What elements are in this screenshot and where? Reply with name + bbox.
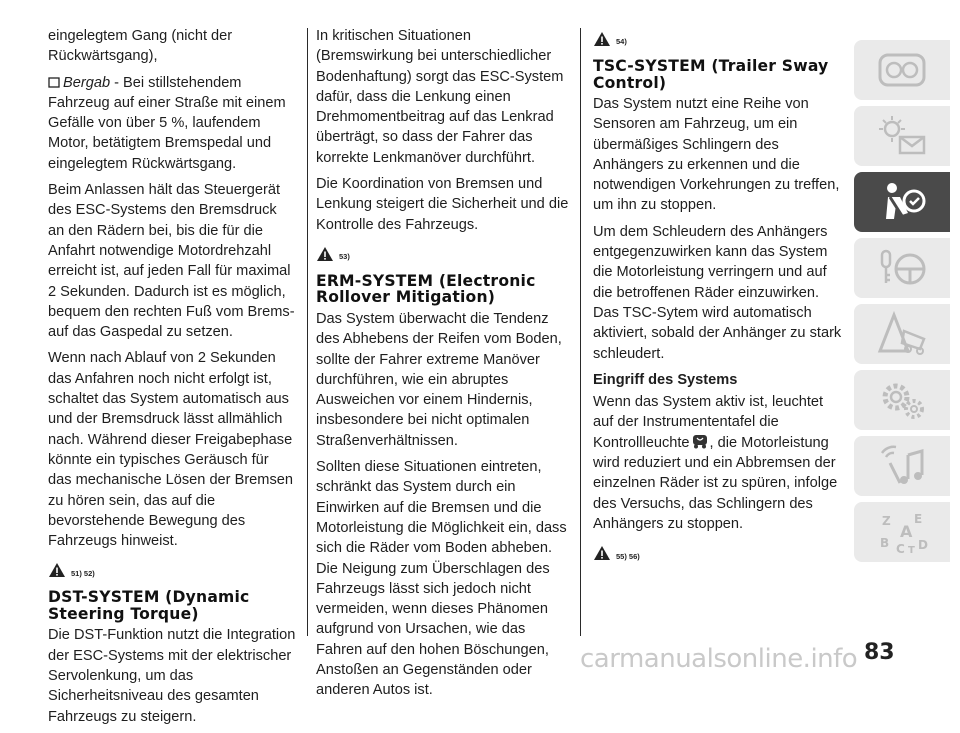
warning-triangle-icon bbox=[316, 246, 334, 262]
maintenance-gears-icon bbox=[874, 377, 930, 423]
paragraph-eingriff bbox=[593, 392, 843, 534]
text-column-2 bbox=[316, 26, 572, 707]
svg-text:T: T bbox=[908, 545, 915, 555]
bergab-text: - Bei stillstehendem Fahrzeug auf einer Straße mit einem Gefälle von über 5 %, laufendem Motor, betätigtem Bremspedal und eingelegtem Rückwärtsgang. bbox=[48, 74, 286, 172]
column-divider bbox=[307, 28, 308, 636]
breakdown-warning-icon bbox=[874, 311, 930, 357]
text-column-1 bbox=[48, 26, 296, 733]
svg-text:C: C bbox=[896, 542, 905, 555]
heading-erm: ERM-SYSTEM (Electronic Rollover Mitigation) bbox=[316, 271, 536, 307]
tab-maintenance[interactable] bbox=[854, 370, 950, 430]
paragraph: Das System überwacht die Tendenz des Abhebens der Reifen vom Boden, sollte der Fahrer extreme Manöver durchführen, wie ein abruptes Ausweichen vor einem Hindernis, insbesondere bei nicht optimalen Straßenverhältnissen. bbox=[316, 310, 562, 449]
warning-refs: 54) bbox=[616, 37, 627, 47]
paragraph: Das System nutzt eine Reihe von Sensoren am Fahrzeug, um ein übermäßiges Schlingern des Anhängers zu erkennen und die notwendigen Vorkehrungen zu treffen, um ihn zu stoppen. bbox=[593, 96, 840, 214]
bergab-label: Bergab bbox=[63, 74, 111, 91]
warning-refs: 51) 52) bbox=[71, 568, 95, 578]
paragraph: Sollten diese Situationen eintreten, schränkt das System durch ein Einwirken auf die Bremsen und die Motorleistung die Möglichkeit ein, dass sich die Räder vom Boden abheben. Die Neigung zum Überschlagen des Fahrzeugs lässt sich jedoch nicht vermeiden, wenn dieses Phänomen aufgrund von Ursachen, wie das Fahren auf den hohen Böschungen, Anstoßen an Gegenständen oder anderen Autos ist. bbox=[316, 459, 567, 699]
multimedia-icon bbox=[874, 443, 930, 489]
heading-eingriff: Eingriff des Systems bbox=[593, 371, 738, 388]
heading-dst: DST-SYSTEM (Dynamic Steering Torque) bbox=[48, 588, 250, 623]
svg-text:A: A bbox=[900, 522, 913, 541]
watermark: carmanualsonline.info bbox=[580, 644, 858, 674]
bullet-square-icon bbox=[48, 76, 61, 89]
tab-safety[interactable] bbox=[854, 172, 950, 232]
paragraph: eingelegtem Gang (nicht der Rückwärtsgang), bbox=[48, 28, 233, 65]
paragraph-part: , die Motorleistung wird reduziert und ein Abbremsen der einzelnen Räder ist zu spüren, infolge des Versuchs, das Schlingern des Anhängers zu stoppen. bbox=[593, 434, 838, 532]
heading-tsc: TSC-SYSTEM (Trailer Sway Control) bbox=[593, 57, 829, 92]
tab-dashboard[interactable] bbox=[854, 40, 950, 100]
paragraph: Wenn nach Ablauf von 2 Sekunden das Anfahren noch nicht erfolgt ist, schaltet das System automatisch aus und der Bremsdruck lässt allmählich nach. Während dieser Freigabephase könnte ein typisches Geräusch für das mechanische Lösen der Bremsen zu hören sein, das auf die bevorstehende Bewegung des Fahrzeugs hinweist. bbox=[48, 350, 293, 550]
tab-emergency[interactable] bbox=[854, 304, 950, 364]
key-steering-wheel-icon bbox=[874, 245, 930, 291]
warning-triangle-icon bbox=[593, 31, 611, 47]
tab-warning-lights[interactable] bbox=[854, 106, 950, 166]
warning-reference bbox=[316, 241, 572, 267]
warning-reference bbox=[593, 26, 843, 52]
safety-seatbelt-icon bbox=[874, 179, 930, 225]
svg-text:Z: Z bbox=[882, 514, 891, 528]
paragraph-bergab bbox=[48, 73, 296, 174]
warning-refs: 55) 56) bbox=[616, 551, 640, 561]
paragraph: Um dem Schleudern des Anhängers entgegenzuwirken kann das System die Motorleistung verringern und auf die betroffenen Räder einzuwirken. Das TSC-Sytem wird automatisch aktiviert, sobald der Anhänger zu stark schleudert. bbox=[593, 223, 842, 362]
warning-triangle-icon bbox=[593, 545, 611, 561]
tsc-warning-light-icon bbox=[692, 434, 708, 449]
warning-triangle-icon bbox=[48, 562, 66, 578]
svg-text:B: B bbox=[880, 536, 890, 550]
index-letters-icon bbox=[874, 509, 930, 555]
tab-index[interactable] bbox=[854, 502, 950, 562]
paragraph-part: Wenn das System aktiv ist, leuchtet auf der Instrumententafel die Kontrollleuchte bbox=[593, 394, 824, 451]
column-divider bbox=[580, 28, 581, 636]
warning-refs: 53) bbox=[339, 252, 350, 262]
dashboard-icon bbox=[874, 47, 930, 93]
paragraph: In kritischen Situationen (Bremswirkung bei unterschiedlicher Bodenhaftung) sorgt das ESC-System dafür, dass die Lenkung einen Drehmomentbeitrag auf das Lenkrad überträgt, so dass der Fahrer das korrekte Lenkmanöver durchführt. bbox=[316, 28, 564, 166]
paragraph: Die Koordination von Bremsen und Lenkung steigert die Sicherheit und die Kontrolle des Fahrzeugs. bbox=[316, 176, 569, 233]
text-column-3 bbox=[593, 26, 843, 572]
paragraph: Die DST-Funktion nutzt die Integration der ESC-Systems mit der elektrischer Servolenkung, um das Sicherheitsniveau des gesamten Fahrzeugs zu steigern. bbox=[48, 627, 296, 725]
svg-text:D: D bbox=[918, 538, 928, 552]
warning-lights-icon bbox=[874, 113, 930, 159]
page-number: 83 bbox=[864, 640, 895, 665]
svg-text:E: E bbox=[914, 512, 923, 526]
warning-reference bbox=[593, 540, 843, 566]
paragraph: Beim Anlassen hält das Steuergerät des ESC-Systems den Bremsdruck an den Rädern bei, bis die für die Anfahrt notwendige Motordrehzahl erreicht ist, auf jeden Fall für maximal 2 Sekunden. Dadurch ist es möglich, bequem den rechten Fuß vom Brems- auf das Gaspedal zu setzen. bbox=[48, 182, 295, 341]
tab-multimedia[interactable] bbox=[854, 436, 950, 496]
tab-starting-driving[interactable] bbox=[854, 238, 950, 298]
chapter-tabs bbox=[854, 40, 950, 568]
warning-reference bbox=[48, 557, 296, 583]
